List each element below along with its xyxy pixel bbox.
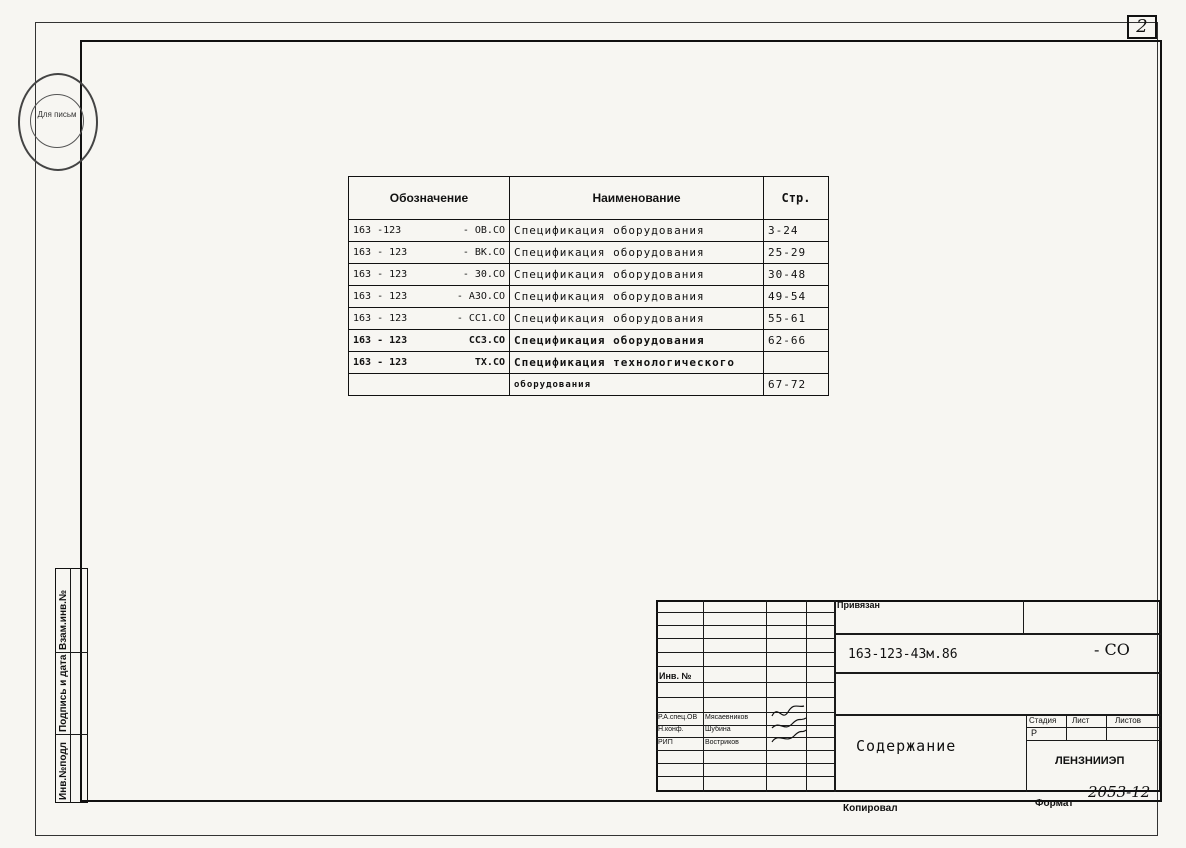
row-page: 3-24 [764, 220, 829, 242]
row-code-prefix: 163 - 123 [353, 247, 408, 258]
header-code: Обозначение [349, 177, 510, 220]
row-code-suffix: - ОВ.СО [462, 225, 505, 236]
row-name: Спецификация оборудования [510, 308, 764, 330]
document-number: 2053-12 [1088, 783, 1151, 801]
row-page: 67-72 [764, 374, 829, 396]
margin-label-sign: Подпись и дата [58, 654, 69, 732]
stage-header: Стадия [1029, 716, 1057, 725]
table-row [349, 242, 829, 264]
row-code-prefix: 163 - 123 [353, 357, 408, 368]
privyazan-label: Привязан [837, 600, 880, 610]
format-label: Формат [1035, 798, 1074, 809]
role-label: Р.А.спец.ОВ [658, 714, 698, 721]
sheet-header: Лист [1072, 716, 1090, 725]
table-row [349, 330, 829, 352]
table-row [349, 374, 829, 396]
table-row [349, 308, 829, 330]
document-designation: 163-123-43м.86 [848, 647, 958, 662]
row-code-suffix: ТХ.СО [474, 357, 505, 368]
row-name: Спецификация оборудования [510, 286, 764, 308]
header-page: Стр. [764, 177, 829, 220]
row-code-prefix: 163 - 123 [353, 313, 408, 324]
role-label: РИП [658, 739, 673, 746]
row-page: 49-54 [764, 286, 829, 308]
margin-label-replace: Взам.инв.№ [58, 589, 69, 650]
row-code-prefix: 163 - 123 [353, 335, 408, 346]
stage-value: Р [1031, 728, 1038, 738]
stamp-inner-ring [30, 94, 84, 148]
row-name: оборудования [510, 374, 764, 396]
row-name: Спецификация оборудования [510, 220, 764, 242]
person-name: Шубина [705, 726, 731, 733]
contents-header-row [349, 177, 829, 220]
margin-label-inv: Инв.№подл [58, 741, 69, 800]
sheets-header: Листов [1115, 716, 1141, 725]
person-name: Востриков [705, 739, 739, 746]
table-row [349, 264, 829, 286]
row-name: Спецификация оборудования [510, 242, 764, 264]
stamp-text: Для письм [37, 110, 77, 119]
sheet-number: 2 [1127, 15, 1157, 39]
contents-table [348, 176, 829, 396]
row-name: Спецификация оборудования [510, 330, 764, 352]
signatures-graphic [768, 702, 808, 752]
row-page [764, 352, 829, 374]
table-row [349, 352, 829, 374]
table-row [349, 220, 829, 242]
header-name: Наименование [510, 177, 764, 220]
row-page: 25-29 [764, 242, 829, 264]
copied-label: Копировал [843, 803, 898, 814]
row-page: 55-61 [764, 308, 829, 330]
row-code-prefix: 163 - 123 [353, 269, 408, 280]
role-label: Н.конф. [658, 726, 684, 733]
row-code-suffix: - АЗО.СО [456, 291, 505, 302]
row-page: 30-48 [764, 264, 829, 286]
person-name: Мясаевников [705, 714, 749, 721]
row-code-suffix: - 30.СО [462, 269, 505, 280]
row-name: Спецификация оборудования [510, 264, 764, 286]
row-page: 62-66 [764, 330, 829, 352]
row-code-suffix: - СС1.СО [456, 313, 505, 324]
sheet-title: Содержание [856, 737, 957, 755]
organization-name: ЛЕНЗНИИЭП [1055, 755, 1125, 767]
row-name: Спецификация технологического [510, 352, 764, 374]
row-code-prefix: 163 -123 [353, 225, 402, 236]
document-suffix: - СО [1094, 640, 1130, 659]
row-code-suffix: - ВК.СО [462, 247, 505, 258]
table-row [349, 286, 829, 308]
row-code-prefix: 163 - 123 [353, 291, 408, 302]
inv-no-label: Инв. № [659, 671, 692, 681]
row-code-suffix: СС3.СО [468, 335, 505, 346]
